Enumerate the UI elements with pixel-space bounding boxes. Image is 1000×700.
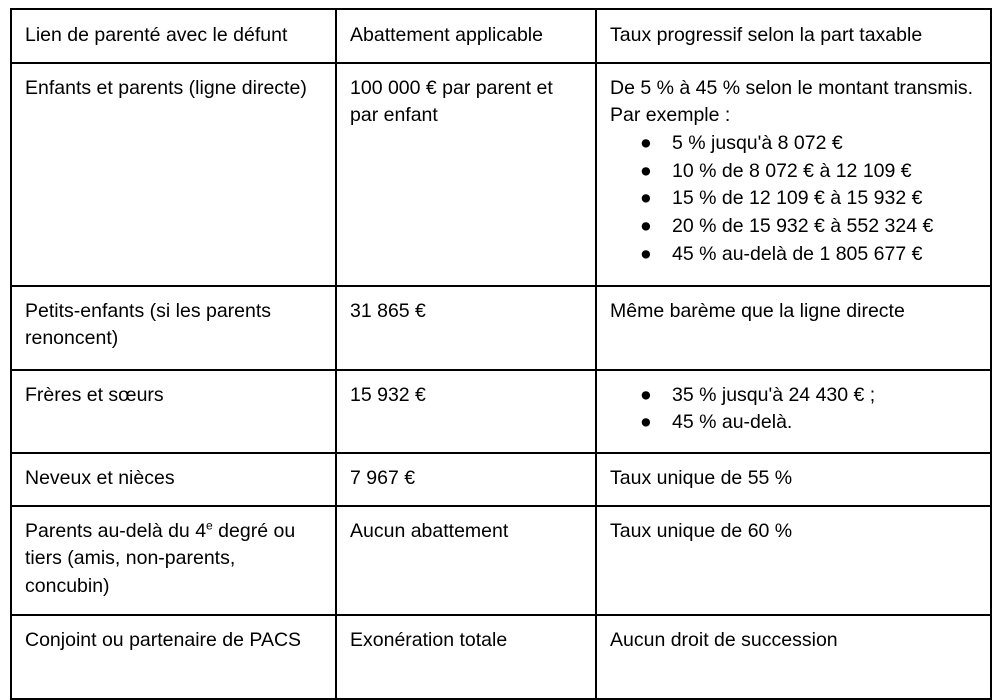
cell-relation [11, 615, 336, 699]
bullet-icon: ● [640, 215, 652, 238]
cell-allowance [336, 63, 596, 286]
list-item [640, 130, 976, 158]
table-header [11, 9, 991, 63]
list-item [640, 382, 976, 410]
bullet-text: 5 % jusqu'à 8 072 € [672, 132, 843, 155]
list-item [640, 158, 976, 186]
rate-intro-text: Taux unique de 60 % [610, 519, 793, 542]
rate-intro-text: Aucun droit de succession [610, 628, 838, 651]
cell-allowance [336, 286, 596, 370]
allowance-text: Aucun abattement [350, 519, 509, 542]
cell-allowance [336, 453, 596, 506]
allowance-text: 7 967 € [350, 466, 416, 489]
rate-bullet-list [640, 130, 976, 268]
allowance-text: 15 932 € [350, 383, 426, 406]
allowance-text: 31 865 € [350, 299, 426, 322]
rate-intro-text: Taux unique de 55 % [610, 466, 793, 489]
table-body [11, 63, 991, 699]
bullet-text: 35 % jusqu'à 24 430 € ; [672, 383, 876, 406]
list-item [640, 409, 976, 437]
bullet-text: 45 % au-delà. [672, 411, 793, 434]
cell-relation [11, 286, 336, 370]
cell-allowance [336, 370, 596, 453]
cell-rate [596, 370, 991, 453]
rate-intro-text: De 5 % à 45 % selon le montant transmis. Par exemple : [610, 76, 974, 127]
bullet-text: 15 % de 12 109 € à 15 932 € [672, 187, 923, 210]
bullet-icon: ● [640, 411, 652, 434]
cell-relation [11, 506, 336, 615]
cell-relation [11, 370, 336, 453]
table-row [11, 286, 991, 370]
column-header-allowance: Abattement applicable [336, 9, 596, 63]
ordinal-suffix: e [206, 518, 213, 533]
relation-text: Frères et sœurs [25, 383, 164, 406]
list-item [640, 185, 976, 213]
bullet-text: 20 % de 15 932 € à 552 324 € [672, 215, 934, 238]
allowance-text: Exonération totale [350, 628, 508, 651]
column-header-relation: Lien de parenté avec le défunt [11, 9, 336, 63]
relation-text-suffix: degré ou tiers (amis, non-parents, concubin) [25, 519, 296, 598]
bullet-icon: ● [640, 383, 652, 406]
relation-text: Conjoint ou partenaire de PACS [25, 628, 302, 651]
bullet-icon: ● [640, 132, 652, 155]
allowance-text: 100 000 € par parent et par enfant [350, 76, 553, 127]
rate-intro-text: Même barème que la ligne directe [610, 299, 905, 322]
table-row [11, 453, 991, 506]
cell-rate [596, 453, 991, 506]
relation-text [25, 518, 321, 601]
table-container [10, 8, 990, 700]
relation-text: Petits-enfants (si les parents renoncent) [25, 299, 272, 350]
rate-bullet-list [640, 382, 976, 437]
column-header-rate: Taux progressif selon la part taxable [596, 9, 991, 63]
list-item [640, 241, 976, 269]
cell-rate [596, 615, 991, 699]
cell-allowance [336, 615, 596, 699]
table-row [11, 615, 991, 699]
list-item [640, 213, 976, 241]
relation-text: Neveux et nièces [25, 466, 175, 489]
bullet-icon: ● [640, 187, 652, 210]
bullet-text: 45 % au-delà de 1 805 677 € [672, 242, 923, 265]
cell-allowance [336, 506, 596, 615]
bullet-text: 10 % de 8 072 € à 12 109 € [672, 159, 912, 182]
succession-rates-table [10, 8, 992, 700]
cell-relation [11, 453, 336, 506]
bullet-icon: ● [640, 242, 652, 265]
table-row [11, 506, 991, 615]
table-row [11, 370, 991, 453]
cell-rate [596, 286, 991, 370]
bullet-icon: ● [640, 159, 652, 182]
cell-rate [596, 63, 991, 286]
cell-rate [596, 506, 991, 615]
table-header-row [11, 9, 991, 63]
cell-relation [11, 63, 336, 286]
relation-text-prefix: Parents au-delà du 4 [25, 519, 207, 542]
table-row [11, 63, 991, 286]
relation-text: Enfants et parents (ligne directe) [25, 76, 307, 99]
